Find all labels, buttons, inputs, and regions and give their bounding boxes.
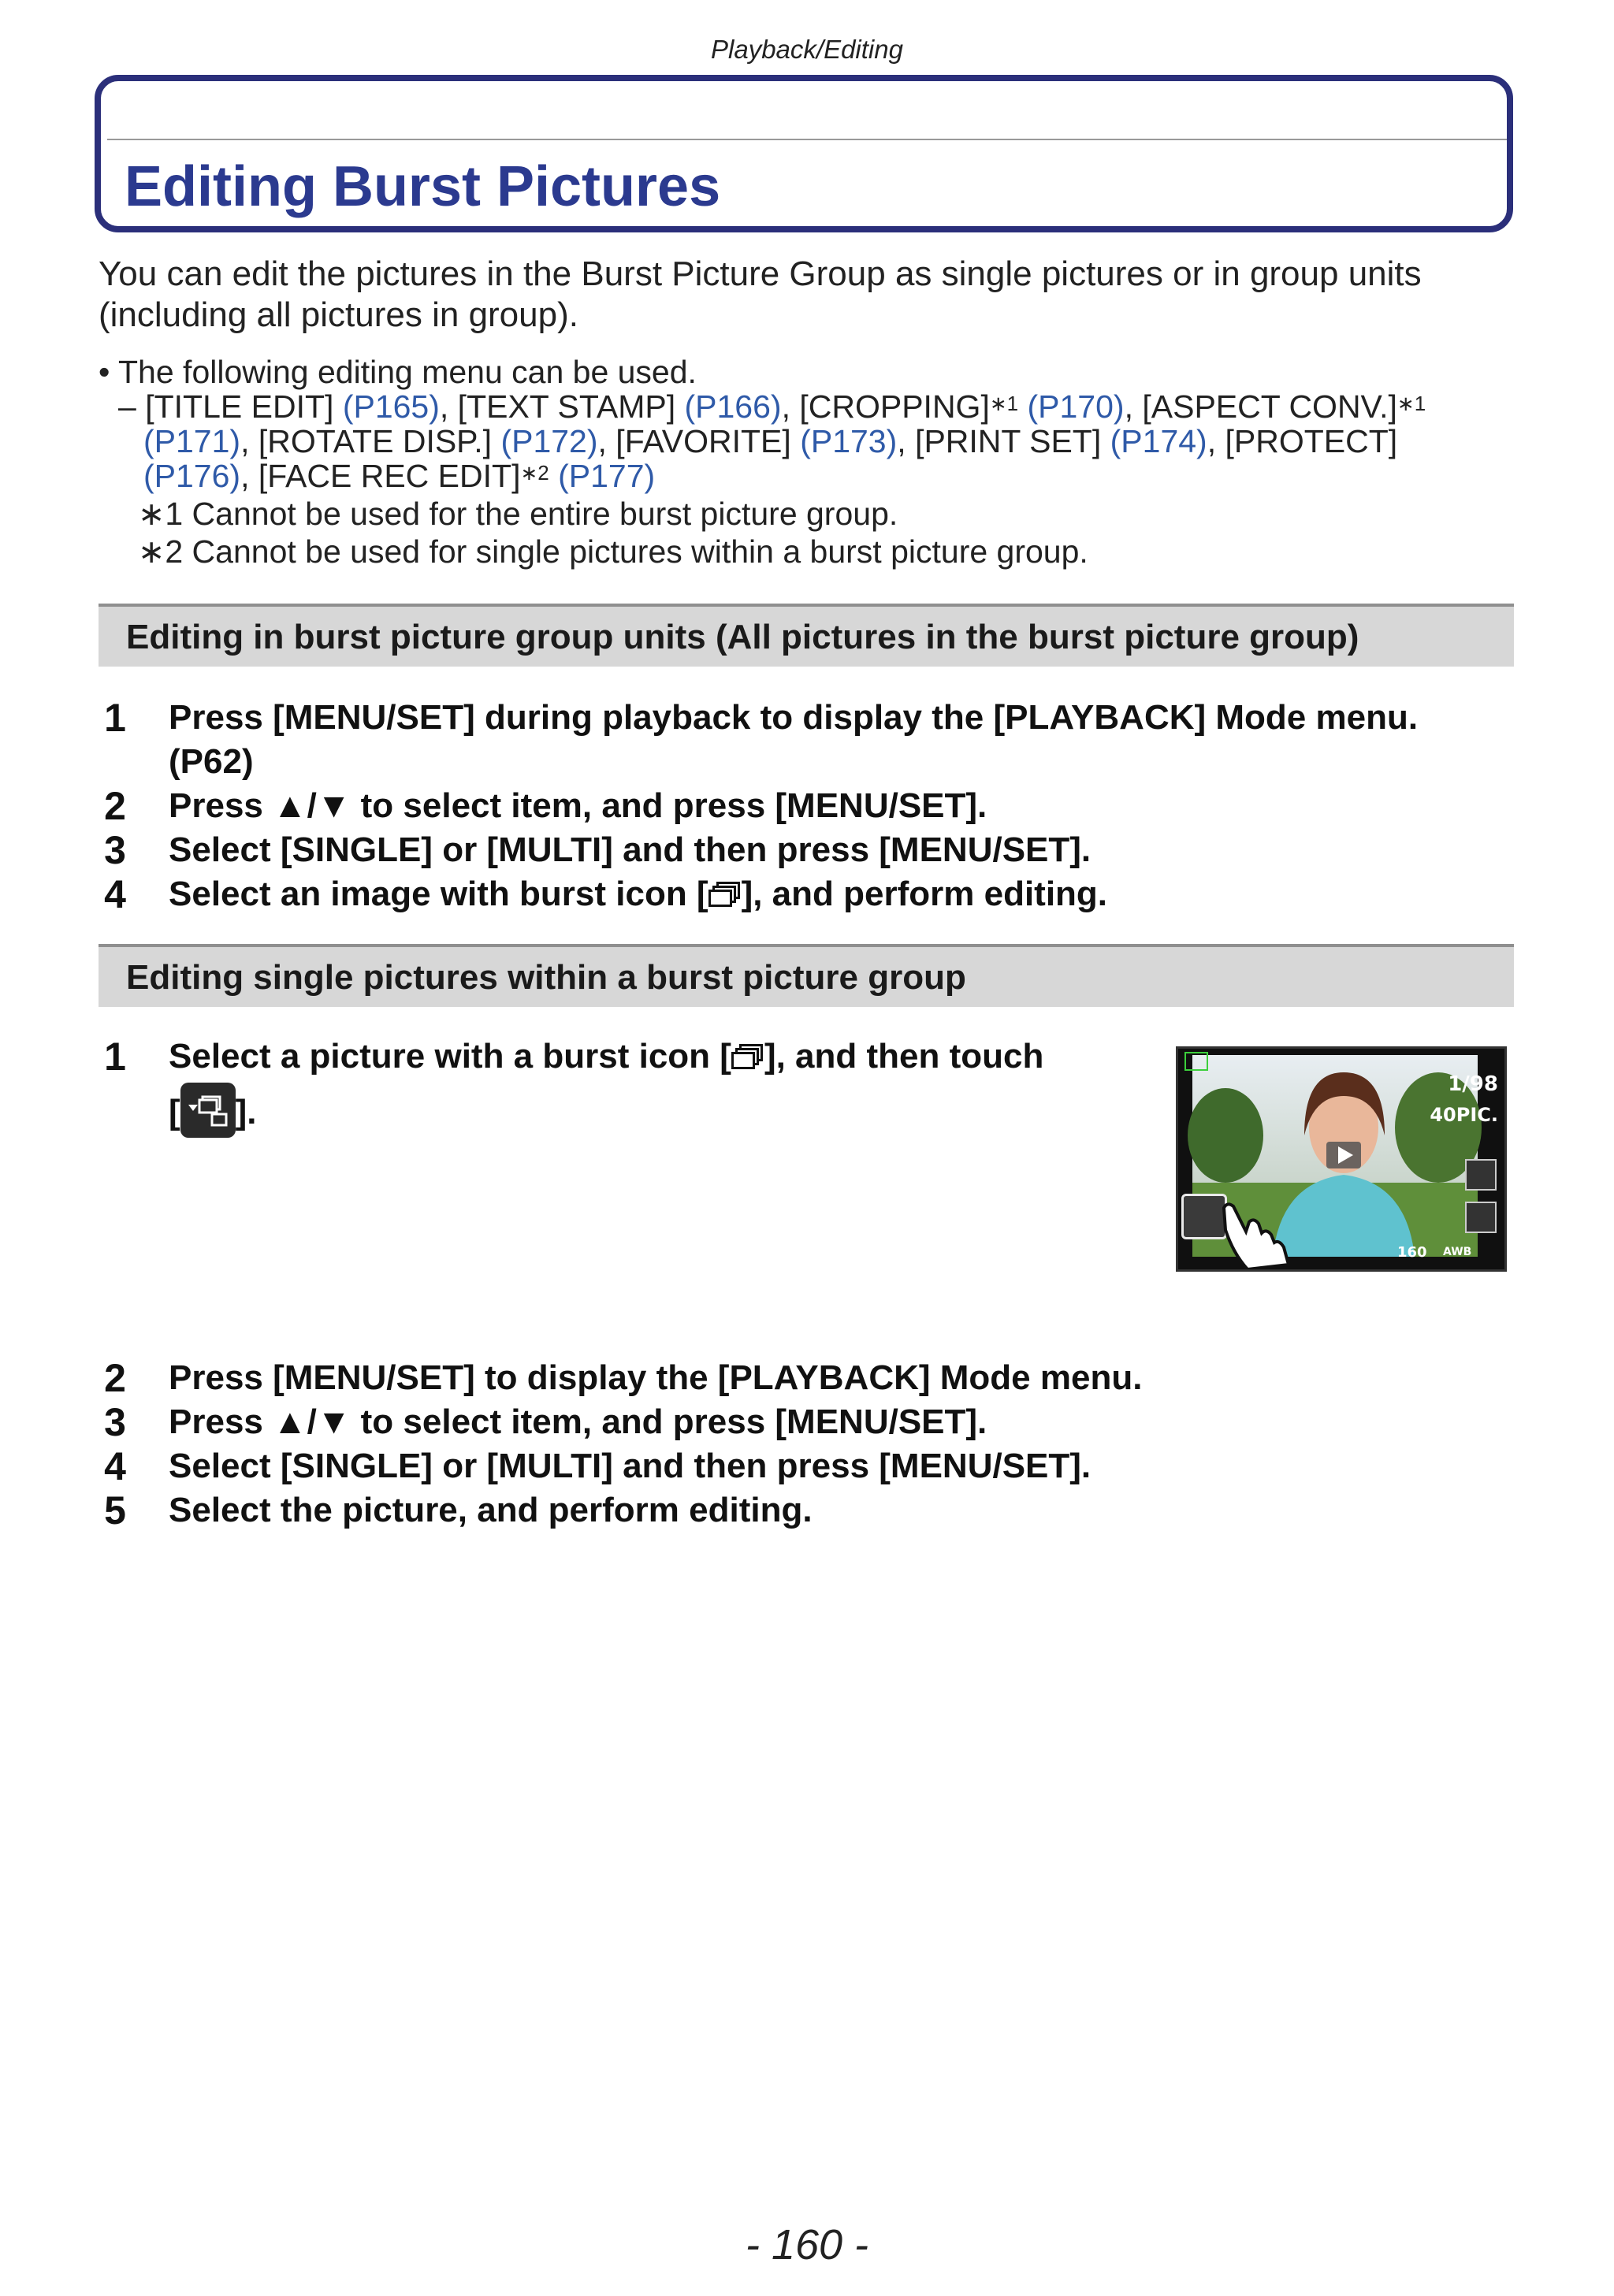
menu-bullet (99, 355, 697, 390)
section-title-group: Editing in burst picture group units (All pictures in the burst picture group) (126, 618, 1359, 656)
link-p177[interactable]: (P177) (558, 458, 656, 494)
white-balance: AWB (1443, 1246, 1472, 1258)
footnote-2: ∗2 Cannot be used for single pictures within a burst picture group. (138, 533, 1088, 570)
step-text: Select the picture, and perform editing. (169, 1491, 813, 1529)
breadcrumb: Playback/Editing (711, 35, 903, 64)
bracket-open: [ (169, 1093, 180, 1131)
step-text: Press [MENU/SET] to display the [PLAYBACK] Mode menu. (169, 1358, 1143, 1397)
page-number: - 160 - (745, 2221, 869, 2268)
intro-paragraph (99, 254, 1517, 336)
link-p165[interactable]: (P165) (342, 388, 440, 425)
delete-icon[interactable] (1465, 1202, 1497, 1233)
item-cropping: [CROPPING] (799, 388, 990, 425)
step-text-pre: Select an image with burst icon [ (169, 875, 708, 913)
note-mark-2: ∗2 (520, 461, 549, 485)
step-text: Select [SINGLE] or [MULTI] and then press [MENU/SET]. (169, 830, 1091, 869)
item-protect: [PROTECT] (1225, 423, 1398, 459)
link-p170[interactable]: (P170) (1027, 388, 1125, 425)
section-title-single: Editing single pictures within a burst picture group (126, 958, 966, 997)
menu-items-line-1: – [TITLE EDIT] (P165), [TEXT STAMP] (P166), [CROPPING]$^{∗1}$ (P170), [ASPECT CONV.]$^{∗1}$ (118, 388, 1426, 425)
step-number: 1 (104, 1035, 126, 1079)
bullet-dot: • (99, 354, 119, 390)
link-p173[interactable]: (P173) (800, 423, 898, 459)
link-p172[interactable]: (P172) (500, 423, 598, 459)
step-text-post: ], and then touch (764, 1037, 1044, 1076)
item-rotate-disp: [ROTATE DISP.] (258, 423, 493, 459)
item-face-rec-edit: [FACE REC EDIT] (258, 458, 521, 494)
step-number: 2 (104, 784, 126, 828)
footnote-1: ∗1 Cannot be used for the entire burst picture group. (138, 496, 898, 532)
burst-icon (708, 882, 742, 908)
step-number: 5 (104, 1488, 126, 1533)
pic-count: 40PIC. (1430, 1104, 1498, 1126)
step-text (169, 1083, 257, 1138)
step-text: Select [SINGLE] or [MULTI] and then press [MENU/SET]. (169, 1447, 1091, 1485)
playback-mode-icon (1184, 1052, 1208, 1071)
link-p62[interactable]: (P62) (169, 742, 254, 781)
item-text-stamp: [TEXT STAMP] (457, 388, 676, 425)
step-text: Press ▲/▼ to select item, and press [MENU/SET]. (169, 786, 987, 825)
iso-value: 160 (1397, 1244, 1427, 1261)
item-print-set: [PRINT SET] (915, 423, 1102, 459)
step-number: 1 (104, 696, 126, 740)
step-number: 3 (104, 1400, 126, 1444)
intro-line-1: You can edit the pictures in the Burst Picture Group as single pictures or in group units (99, 254, 1422, 293)
burst-playback-touch-icon[interactable] (180, 1083, 236, 1138)
title-divider (107, 139, 1507, 140)
link-p176[interactable]: (P176) (143, 458, 241, 494)
step-text: Press [MENU/SET] during playback to display the [PLAYBACK] Mode menu. (169, 698, 1419, 737)
step-text: Press ▲/▼ to select item, and press [MENU/SET]. (169, 1402, 987, 1441)
page-title: Editing Burst Pictures (125, 155, 721, 218)
dash: – (118, 388, 146, 425)
step-text-post: ], and perform editing. (741, 875, 1108, 913)
item-title-edit: [TITLE EDIT] (145, 388, 334, 425)
zoom-icon[interactable] (1465, 1159, 1497, 1191)
link-p174[interactable]: (P174) (1110, 423, 1207, 459)
note-mark-1: ∗1 (989, 392, 1019, 415)
bracket-close: ]. (235, 1093, 257, 1131)
menu-items-line-2: (P171), [ROTATE DISP.] (P172), [FAVORITE] (P173), [PRINT SET] (P174), [PROTECT] (143, 423, 1398, 459)
step-number: 4 (104, 1444, 126, 1488)
step-number: 2 (104, 1356, 126, 1400)
step-number: 4 (104, 872, 126, 916)
camera-screen-illustration (1176, 1046, 1507, 1272)
step-text-pre: Select a picture with a burst icon [ (169, 1037, 731, 1076)
link-p166[interactable]: (P166) (684, 388, 782, 425)
menu-items-line-3: (P176), [FACE REC EDIT]$^{∗2}$ (P177) (143, 458, 656, 494)
item-aspect-conv: [ASPECT CONV.] (1142, 388, 1397, 425)
note-mark-1: ∗1 (1396, 392, 1426, 415)
hand-pointer-icon (1210, 1198, 1304, 1269)
step-text (169, 1037, 1043, 1076)
step-text (169, 875, 1107, 914)
intro-line-2: (including all pictures in group). (99, 295, 578, 334)
link-p171[interactable]: (P171) (143, 423, 241, 459)
step-number: 3 (104, 828, 126, 872)
burst-icon (731, 1044, 764, 1071)
frame-counter: 1/98 (1448, 1072, 1498, 1096)
bullet-text: The following editing menu can be used. (118, 354, 697, 390)
item-favorite: [FAVORITE] (615, 423, 791, 459)
